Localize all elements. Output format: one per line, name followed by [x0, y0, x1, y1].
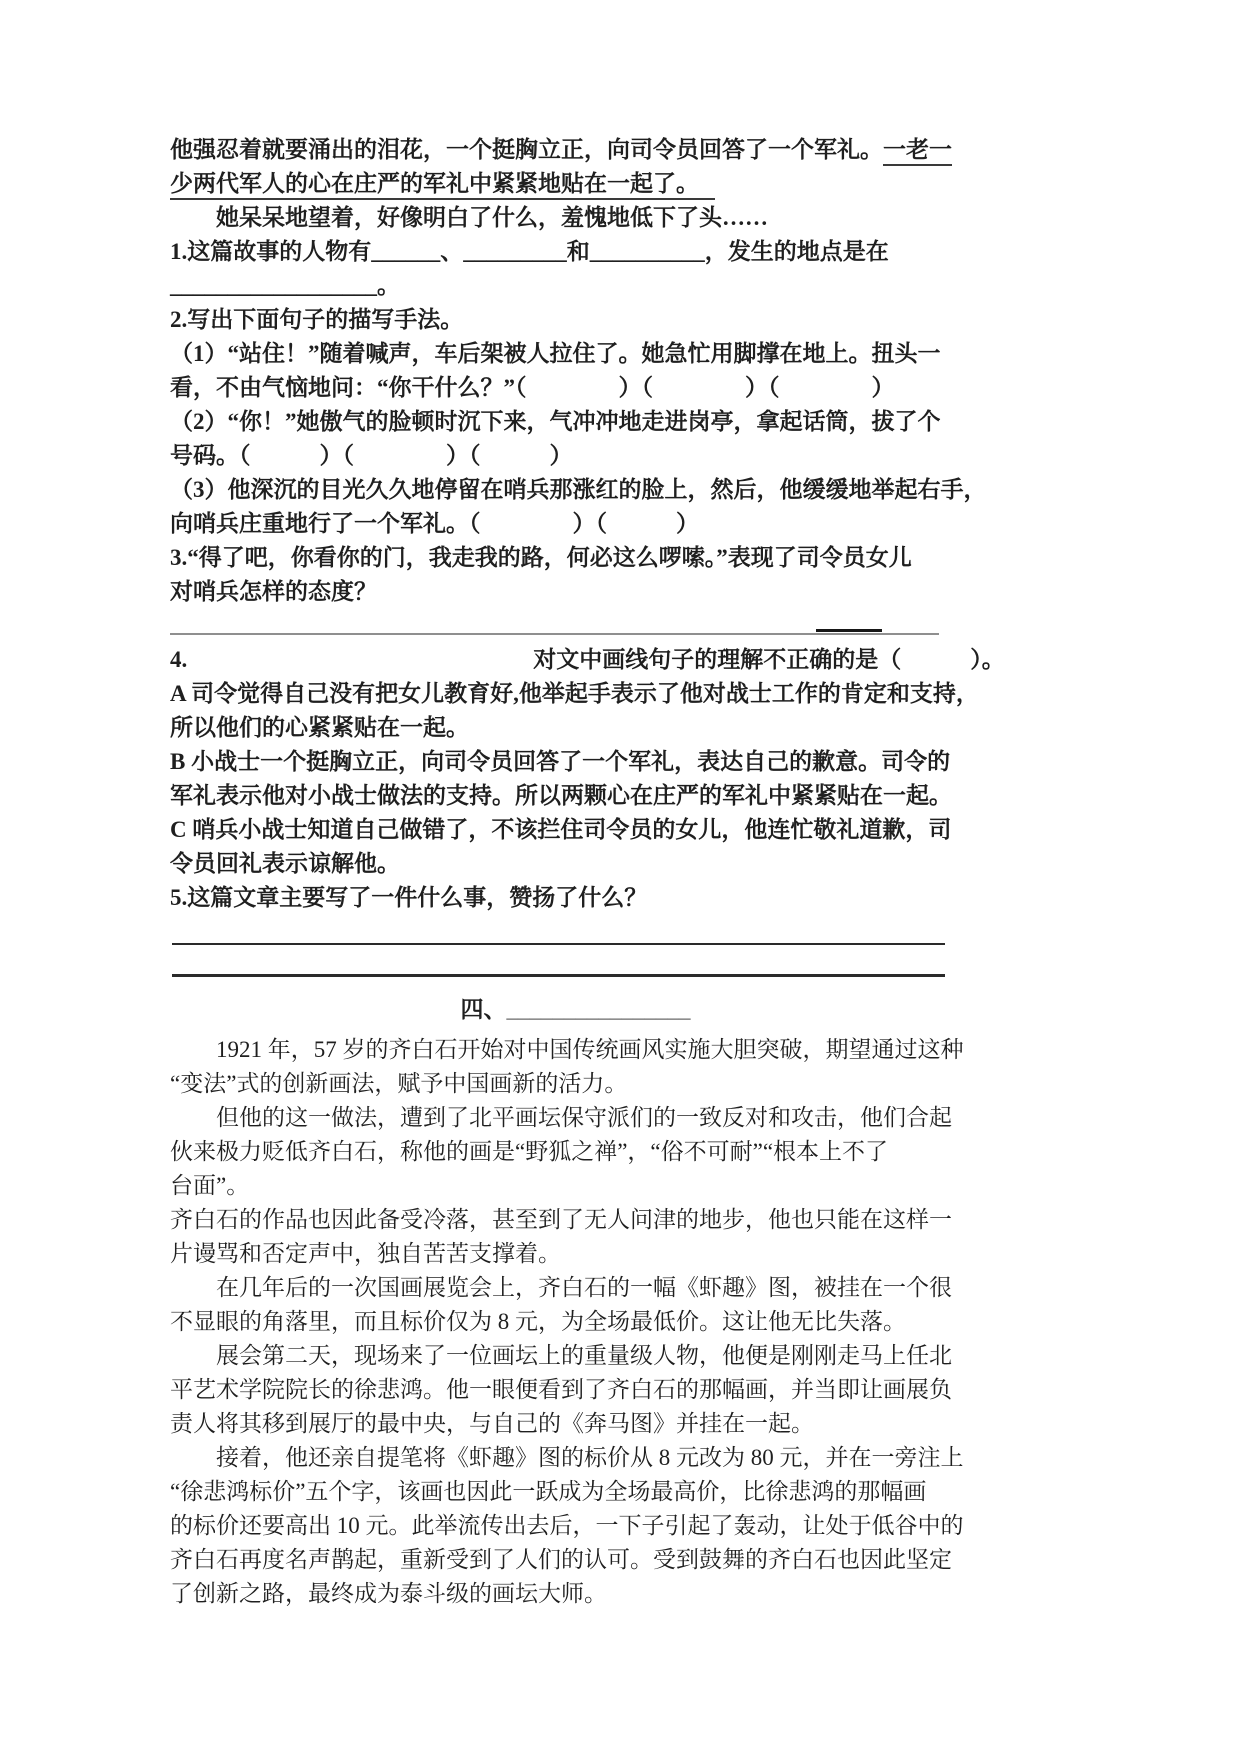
question-1-line: 1.这篇故事的人物有______、_________和__________，发生的地点是在	[170, 239, 889, 264]
passage2-line: 台面”。	[170, 1173, 250, 1198]
passage2-line: 接着，他还亲自提笔将《虾趣》图的标价从 8 元改为 80 元，并在一旁注上	[216, 1445, 964, 1470]
answer-rule-line	[170, 915, 945, 947]
question-5-line: 5.这篇文章主要写了一件什么事，赞扬了什么？	[170, 885, 648, 910]
option-b-line: 军礼表示他对小战士做法的支持。所以两颗心在庄严的军礼中紧紧贴在一起。	[170, 783, 952, 808]
reading2-section	[170, 1033, 964, 1611]
underlined-sentence-start: 一老一	[883, 137, 952, 166]
underlined-sentence-end: 少两代军人的心在庄严的军礼中紧紧地贴在一起了。	[170, 171, 715, 200]
passage2-line: 在几年后的一次国画展览会上，齐白石的一幅《虾趣》图，被挂在一个很	[216, 1275, 952, 1300]
question-4-prompt-line	[170, 643, 1005, 677]
passage2-line: 责人将其移到展厅的最中央，与自己的《奔马图》并挂在一起。	[170, 1411, 814, 1436]
question-2-heading: 2.写出下面句子的描写手法。	[170, 307, 464, 332]
question-2-item-1-blanks: 看，不由气恼地问：“你干什么？”（ ）（ ）（ ）	[170, 375, 895, 400]
passage2-line: 但他的这一做法，遭到了北平画坛保守派们的一致反对和攻击，他们合起	[216, 1105, 952, 1130]
passage-line	[170, 133, 952, 167]
passage2-line: “徐悲鸿标价”五个字，该画也因此一跃成为全场最高价，比徐悲鸿的那幅画	[170, 1479, 927, 1504]
reading1-section	[170, 133, 1005, 979]
option-c-line: C 哨兵小战士知道自己做错了，不该拦住司令员的女儿，他连忙敬礼道歉，司	[170, 817, 952, 842]
bold-rule-segment	[816, 629, 882, 632]
section-4-heading	[170, 993, 945, 1027]
passage2-line: 伙来极力贬低齐白石，称他的画是“野狐之禅”，“俗不可耐”“根本上不了	[170, 1139, 889, 1164]
passage2-line: 片谩骂和否定声中，独自苦苦支撑着。	[170, 1241, 561, 1266]
passage-text: 他强忍着就要涌出的泪花，一个挺胸立正，向司令员回答了一个军礼。	[170, 137, 883, 162]
question-3-line: 3.“得了吧，你看你的门，我走我的路，何必这么啰嗦。”表现了司令员女儿	[170, 545, 912, 570]
question-2-item-1-line: （1）“站住！”随着喊声，车后架被人拉住了。她急忙用脚撑在地上。扭头一	[170, 341, 941, 366]
passage2-line: 齐白石再度名声鹊起，重新受到了人们的认可。受到鼓舞的齐白石也因此坚定	[170, 1547, 952, 1572]
answer-rule-line	[170, 947, 945, 979]
passage2-line: 齐白石的作品也因此备受冷落，甚至到了无人问津的地步，他也只能在这样一	[170, 1207, 952, 1232]
passage2-line: 平艺术学院院长的徐悲鸿。他一眼便看到了齐白石的那幅画，并当即让画展负	[170, 1377, 952, 1402]
option-c-line: 令员回礼表示谅解他。	[170, 851, 400, 876]
option-a-line: 所以他们的心紧紧贴在一起。	[170, 715, 469, 740]
question-2-item-3-line: （3）他深沉的目光久久地停留在哨兵那涨红的脸上，然后，他缓缓地举起右手，	[170, 477, 987, 502]
question-3-line: 对哨兵怎样的态度？	[170, 579, 377, 604]
answer-blank-rule	[170, 609, 945, 643]
option-a-line: A 司令觉得自己没有把女儿教育好,他举起手表示了他对战士工作的肯定和支持，	[170, 681, 979, 706]
question-4-number: 4.	[170, 647, 188, 672]
question-2-item-2-line: （2）“你！”她傲气的脸顿时沉下来，气冲冲地走进岗亭，拿起话筒，拔了个	[170, 409, 941, 434]
option-b-line: B 小战士一个挺胸立正，向司令员回答了一个军礼，表达自己的歉意。司令的	[170, 749, 951, 774]
passage2-line: 的标价还要高出 10 元。此举流传出去后，一下子引起了轰动，让处于低谷中的	[170, 1513, 964, 1538]
question-2-item-3-blanks: 向哨兵庄重地行了一个军礼。（ ）（ ）	[170, 511, 699, 536]
question-2-item-2-blanks: 号码。（ ）（ ）（ ）	[170, 443, 573, 468]
question-4-prompt: 对文中画线句子的理解不正确的是（ ）。	[533, 647, 1005, 672]
passage2-line: 展会第二天，现场来了一位画坛上的重量级人物，他便是刚刚走马上任北	[216, 1343, 952, 1368]
passage-line	[170, 167, 945, 201]
passage2-line: 了创新之路，最终成为泰斗级的画坛大师。	[170, 1581, 607, 1606]
passage2-line: “变法”式的创新画法，赋予中国画新的活力。	[170, 1071, 628, 1096]
passage2-line: 1921 年，57 岁的齐白石开始对中国传统画风实施大胆突破，期望通过这种	[216, 1037, 964, 1062]
question-1-blank-line: __________________。	[170, 273, 400, 298]
section-4-title-blank: ________________	[506, 997, 691, 1022]
passage2-line: 不显眼的角落里，而且标价仅为 8 元，为全场最低价。这让他无比失落。	[170, 1309, 906, 1334]
section-4-label: 四、	[460, 997, 507, 1022]
page-content	[170, 133, 1005, 1611]
passage-line: 她呆呆地望着，好像明白了什么，羞愧地低下了头……	[216, 205, 768, 230]
